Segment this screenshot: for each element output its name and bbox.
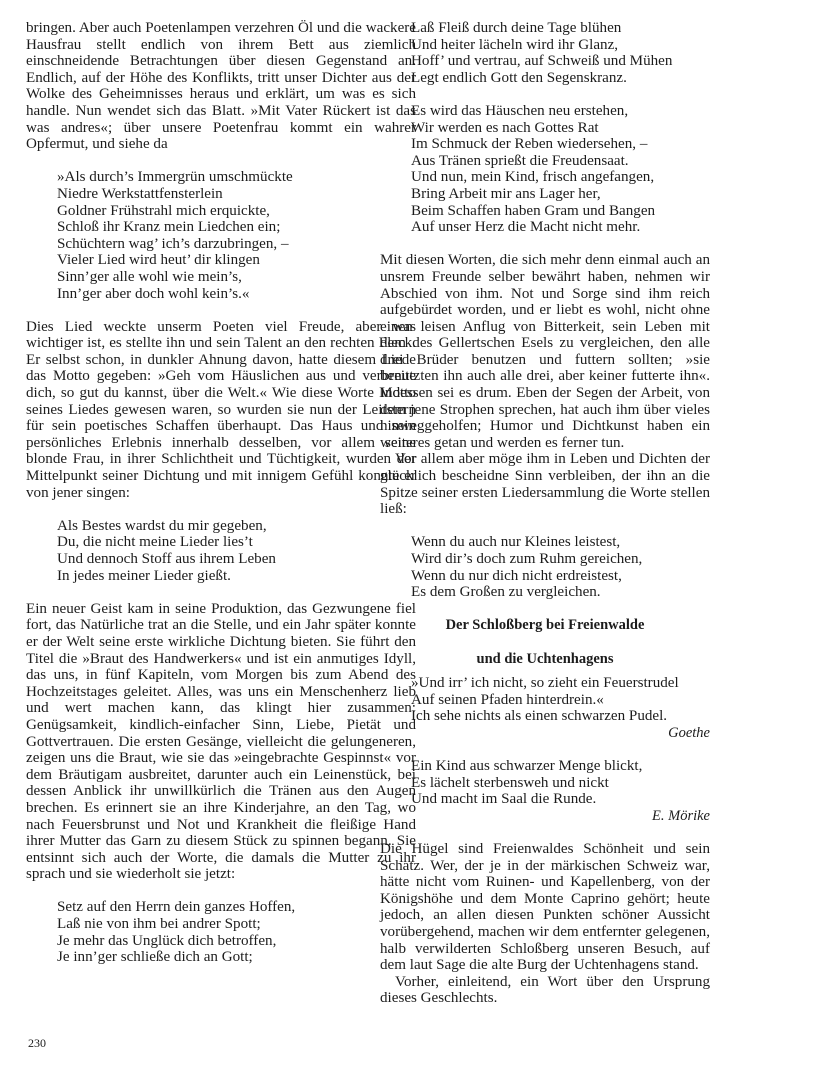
- paragraph: bringen. Aber auch Poetenlampen verzehren Öl und die wackere Hausfrau stellt endlich von ihrem Bett aus ziemlich einschneidende Betrachtungen über diesen Gegenstand an. Endlich, auf der Höhe des Konflikts, tritt unser Dichter aus der Wolke des Geheimnisses heraus und erklärt, um was es sich handle. Nun wendet sich das Blatt. »Mit Vater Rückert ist das was andres«; über unsere Poetenfrau kommt ein wahrer Opfermut, und siehe da: [26, 20, 416, 153]
- chapter-subtitle: und die Uchtenhagens: [476, 650, 614, 667]
- epigraph: [411, 758, 710, 808]
- verse-line: Je inn’ger schließe dich an Gott;: [57, 949, 253, 966]
- verse-line: Im Schmuck der Reben wiedersehen, –: [411, 136, 648, 153]
- spacer: [380, 825, 710, 842]
- spacer: [380, 86, 710, 103]
- verse-line: In jedes meiner Lieder gießt.: [57, 567, 231, 584]
- verse-line: Und heiter lächeln wird ihr Glanz,: [411, 36, 619, 53]
- verse-line: Inn’ger aber doch wohl kein’s.«: [57, 285, 250, 302]
- verse-block: [57, 169, 416, 302]
- verse-line: Auf unser Herz die Macht nicht mehr.: [411, 219, 641, 236]
- verse-block: [57, 518, 416, 584]
- verse-line: »Als durch’s Immergrün umschmückte: [57, 169, 293, 186]
- page-number: 230: [28, 1036, 46, 1050]
- spacer: [26, 584, 416, 601]
- right-column: [380, 20, 710, 1007]
- verse-block: [411, 20, 710, 86]
- verse-line: Je mehr das Unglück dich betroffen,: [57, 932, 277, 949]
- epigraph-line: Und macht im Saal die Runde.: [411, 791, 597, 808]
- spacer: [26, 883, 416, 900]
- spacer: [380, 236, 710, 253]
- verse-line: Laß Fleiß durch deine Tage blühen: [411, 20, 622, 36]
- epigraph-line: Auf seinen Pfaden hinterdrein.«: [411, 691, 604, 708]
- epigraph-author: E. Mörike: [652, 807, 710, 824]
- epigraph-line: Es lächelt sterbensweh und nickt: [411, 774, 609, 791]
- epigraph-line: Ein Kind aus schwarzer Menge blickt,: [411, 758, 643, 775]
- spacer: [26, 501, 416, 518]
- epigraph-line: Ich sehe nichts als einen schwarzen Pudel.: [411, 708, 668, 725]
- verse-line: Setz auf den Herrn dein ganzes Hoffen,: [57, 899, 296, 916]
- verse-line: Und dennoch Stoff aus ihrem Leben: [57, 551, 276, 567]
- paragraph: Mit diesen Worten, die sich mehr denn einmal auch an unsrem Freunde selber bewährt haben, nehmen wir Abschied von ihm. Not und Sorge sind ihm reich aufgebürdet worden, und er liebt es wohl, nicht ohne einen leisen Anflug von Bitterkeit, sein Leben mit dem des Gellertschen Esels zu vergleichen, den alle drei Brüder benutzen und futtern sollten; »sie benutzten ihn auch alle drei, aber keiner futterte ihn«. Indessen sei es drum. Eben der Segen der Arbeit, von dem jene Strophen sprechen, hat auch ihm über vieles hinweggeholfen; Humor und Dichtkunst haben ein weiteres getan und werden es ferner tun.: [380, 252, 710, 451]
- verse-line: Beim Schaffen haben Gram und Bangen: [411, 202, 656, 219]
- verse-block: [411, 103, 710, 236]
- spacer: [380, 667, 710, 675]
- paragraph: Dies Lied weckte unserm Poeten viel Freude, aber was wichtiger ist, es stellte ihn und sein Talent an den rechten Fleck. Er selbst schon, in dunkler Ahnung davon, hatte diesem Liede das Motto gegeben: »Geh vom Häuslichen aus und verbreite dich, so gut du kannst, über die Welt.« Wie diese Worte Motto seines Liedes gewesen waren, so wurden sie nun der Leitstern für sein poetisches Schaffen überhaupt. Das Haus und sein persönliches Erlebnis innerhalb desselben, vor allem seine blonde Frau, in ihrer Schlichtheit und Tüchtigkeit, wurden der Mittelpunkt seiner Dichtung und mit innigem Gefühl konnte er von jener singen:: [26, 318, 416, 501]
- paragraph: Die Hügel sind Freienwaldes Schönheit und sein Schatz. Wer, der je in der märkischen Schweiz war, hätte nicht vom Ruinen- und Kapellenberg, von der Königshöhe und dem Monte Caprino gehört; heute jedoch, an allen diesen Punkten schöner Aussicht vorübergehend, machen wir dem entfernter gelegenen, halb verwilderten Schloßberg unseren Besuch, auf dem laut Sage die alte Burg der Uchtenhagens stand.: [380, 841, 710, 974]
- verse-line: Vieler Lied wird heut’ dir klingen: [57, 252, 260, 269]
- verse-line: Wenn du auch nur Kleines leistest,: [411, 534, 621, 551]
- spacer: [380, 601, 710, 618]
- verse-line: Schüchtern wag’ ich’s darzubringen, –: [57, 235, 289, 252]
- verse-line: Legt endlich Gott den Segenskranz.: [411, 69, 627, 86]
- spacer: [26, 302, 416, 319]
- spacer: [26, 153, 416, 170]
- paragraph: Vorher, einleitend, ein Wort über den Ursprung dieses Geschlechts.: [380, 973, 710, 1007]
- verse-line: Aus Tränen sprießt die Freudensaat.: [411, 152, 629, 169]
- verse-line: Es dem Großen zu vergleichen.: [411, 584, 601, 601]
- verse-line: Sinn’ger alle wohl wie mein’s,: [57, 268, 242, 285]
- spacer: [380, 742, 710, 759]
- verse-block: [411, 534, 710, 600]
- verse-line: Als Bestes wardst du mir gegeben,: [57, 517, 267, 534]
- verse-line: Niedre Werkstattfensterlein: [57, 185, 223, 202]
- verse-line: Goldner Frühstrahl mich erquickte,: [57, 202, 270, 219]
- verse-line: Bring Arbeit mir ans Lager her,: [411, 185, 601, 202]
- epigraph-author: Goethe: [668, 724, 710, 741]
- verse-line: Schloß ihr Kranz mein Liedchen ein;: [57, 219, 281, 236]
- verse-line: Laß nie von ihm bei andrer Spott;: [57, 916, 261, 933]
- chapter-title: Der Schloßberg bei Freienwalde: [445, 617, 645, 634]
- verse-line: Hoff’ und vertrau, auf Schweiß und Mühen: [411, 53, 673, 70]
- paragraph: Vor allem aber möge ihm in Leben und Dichten der glücklich bescheidne Sinn verbleiben, der ihn an die Spitze seiner ersten Liedersammlung die Worte stellen ließ:: [380, 451, 710, 518]
- verse-line: Wird dir’s doch zum Ruhm gereichen,: [411, 551, 643, 567]
- spacer: [380, 634, 710, 651]
- verse-line: Du, die nicht meine Lieder lies’t: [57, 534, 253, 551]
- epigraph-line: »Und irr’ ich nicht, so zieht ein Feuerstrudel: [411, 675, 679, 692]
- verse-line: Und nun, mein Kind, frisch angefangen,: [411, 169, 655, 186]
- spacer: [380, 518, 710, 535]
- verse-line: Wenn du nur dich nicht erdreistest,: [411, 567, 622, 584]
- paragraph: Ein neuer Geist kam in seine Produktion, das Gezwungene fiel fort, das Natürliche trat an die Stelle, und ein Jahr später konnte er der Welt seine erste wirkliche Dichtung bieten. Sie führt den Titel die »Braut des Handwerkers« und ist ein anmutiges Idyll, das uns, in fünf Kapiteln, vom Morgen bis zum Abend des Hochzeitstages geleitet. Alles, was uns ein Menschenherz lieb und wert machen kann, das klingt hier zusammen: Genügsamkeit, kindlich-einfacher Sinn, Liebe, Pietät und Gottvertrauen. Die ersten Gesänge, vielleicht die gelungeneren, zeigen uns die Braut, wie sie das »eingebrachte Gespinnst« vor dem Bräutigam ausbreitet, darunter auch ein Leinenstück, bei dessen Anblick ihr unwillkürlich die Tränen aus den Augen brechen. Es erinnert sie an ihre Kinderjahre, an den Tag, wo nach Feuersbrunst und Not und Krankheit die fleißige Hand ihrer Mutter das Garn zu diesem Stück zu spinnen begann. Sie entsinnt sich auch der Worte, die damals die Mutter zu ihr sprach und sie wiederholt sie jetzt:: [26, 600, 416, 883]
- verse-line: Wir werden es nach Gottes Rat: [411, 119, 599, 136]
- verse-block: [57, 899, 416, 965]
- verse-line: Es wird das Häuschen neu erstehen,: [411, 102, 629, 119]
- epigraph: [411, 675, 710, 725]
- left-column: [26, 20, 416, 966]
